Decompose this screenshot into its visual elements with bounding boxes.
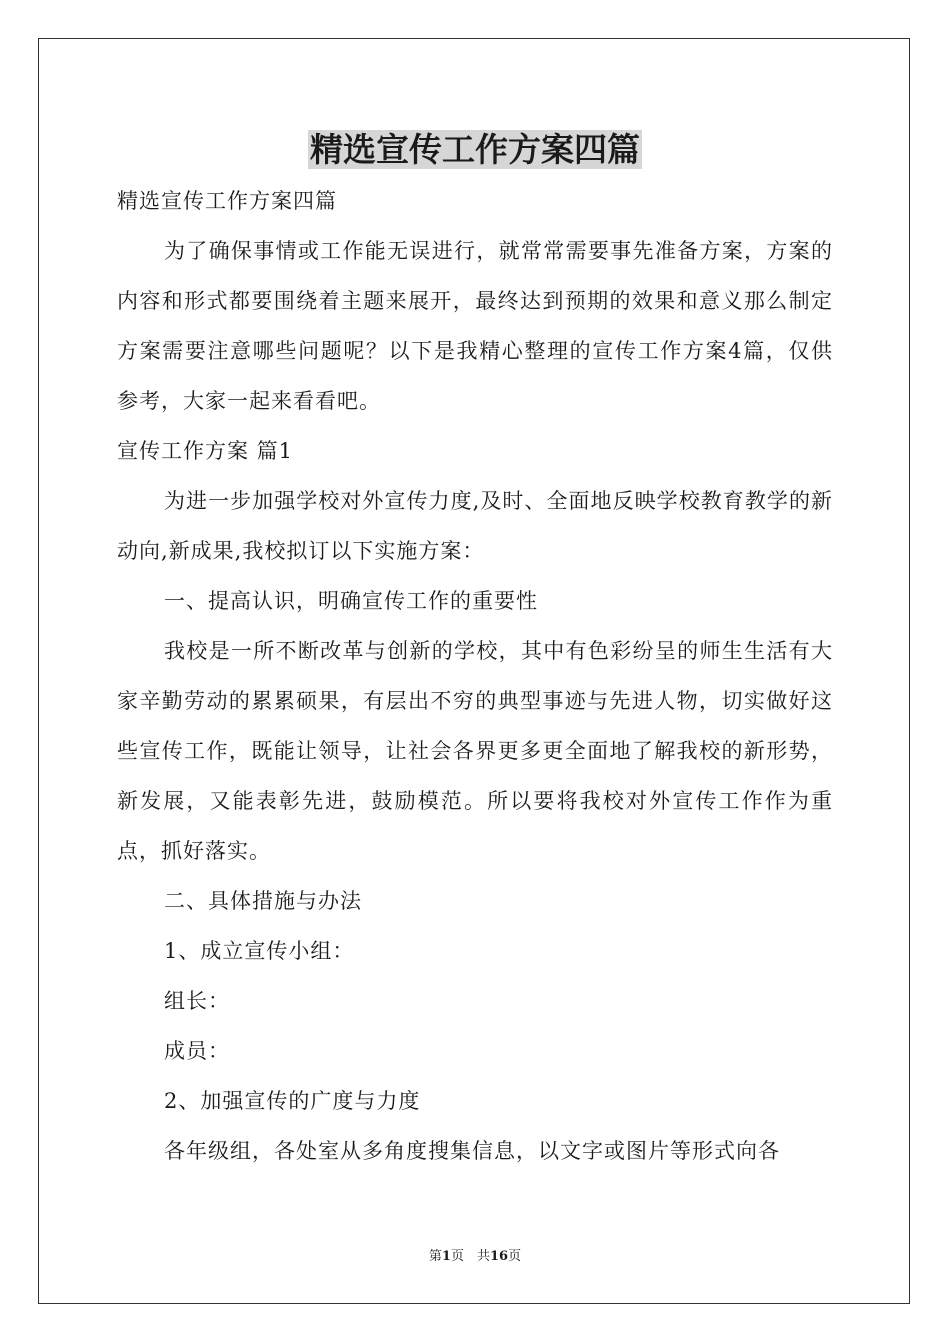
document-title-text: 精选宣传工作方案四篇 <box>310 130 640 169</box>
numbered-heading: 二、具体措施与办法 <box>164 889 362 913</box>
footer-mid: 页 共 <box>450 1249 490 1264</box>
body-paragraph: 各年级组，各处室从多角度搜集信息，以文字或图片等形式向各 <box>164 1139 780 1163</box>
document-title <box>0 127 950 173</box>
list-item: 组长： <box>164 989 230 1013</box>
body-paragraph: 为进一步加强学校对外宣传力度,及时、全面地反映学校教育教学的新动向,新成果,我校拟订以下实施方案： <box>117 489 833 563</box>
section-heading: 宣传工作方案 篇1 <box>117 439 294 463</box>
page-footer <box>0 1248 950 1266</box>
list-item: 2、加强宣传的广度与力度 <box>164 1089 421 1113</box>
total-page-count: 16 <box>489 1249 509 1264</box>
list-item: 1、成立宣传小组： <box>164 939 355 963</box>
list-item: 成员： <box>164 1039 230 1063</box>
current-page-number: 1 <box>441 1249 451 1264</box>
numbered-heading: 一、提高认识，明确宣传工作的重要性 <box>164 589 538 613</box>
document-body <box>117 176 833 1176</box>
footer-prefix: 第 <box>428 1249 442 1264</box>
subtitle-paragraph: 精选宣传工作方案四篇 <box>117 189 337 213</box>
body-paragraph: 我校是一所不断改革与创新的学校，其中有色彩纷呈的师生生活有大家辛勤劳动的累累硕果，有层出不穷的典型事迹与先进人物，切实做好这些宣传工作，既能让领导，让社会各界更多更全面地了解我校的新形势，新发展，又能表彰先进，鼓励模范。所以要将我校对外宣传工作作为重点，抓好落实。 <box>117 639 833 863</box>
footer-suffix: 页 <box>508 1249 522 1264</box>
intro-paragraph: 为了确保事情或工作能无误进行，就常常需要事先准备方案，方案的内容和形式都要围绕着主题来展开，最终达到预期的效果和意义那么制定方案需要注意哪些问题呢？以下是我精心整理的宣传工作方案4篇，仅供参考，大家一起来看看吧。 <box>117 239 833 413</box>
